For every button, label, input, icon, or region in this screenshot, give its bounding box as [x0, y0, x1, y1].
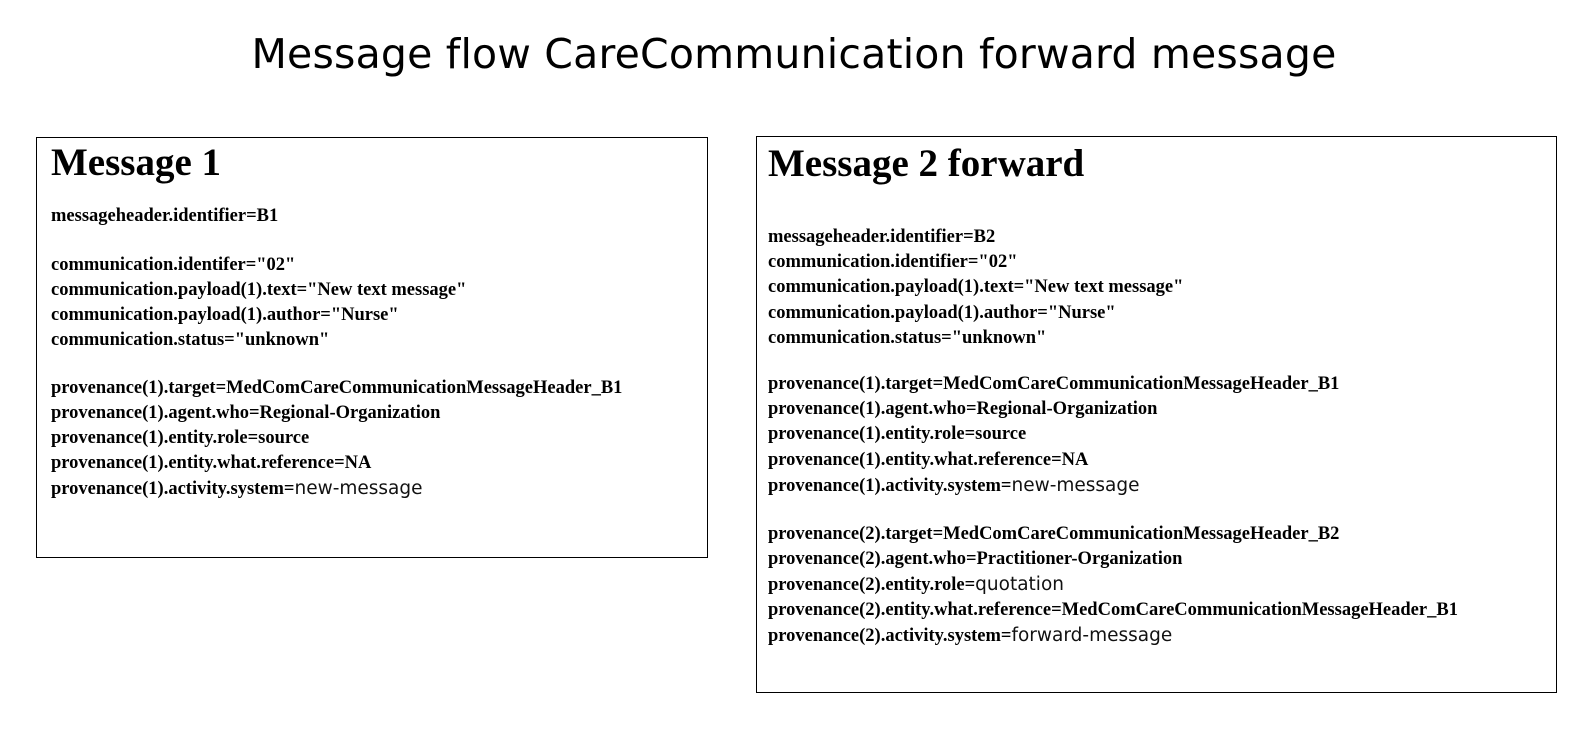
- message-1-communication-line: communication.payload(1).author="Nurse": [51, 305, 399, 325]
- message-2-header-group: [768, 225, 1183, 351]
- message-1-provenance-line: provenance(1).entity.what.reference=NA: [51, 453, 372, 473]
- message-1-header-identifier: messageheader.identifier=B1: [51, 206, 279, 226]
- message-1-communication-line: communication.payload(1).text="New text message": [51, 280, 467, 300]
- message-2-communication-line: communication.payload(1).text="New text message": [768, 277, 1184, 298]
- message-2-provenance-1-line: provenance(1).target=MedComCareCommunicationMessageHeader_B1: [768, 374, 1340, 394]
- message-2-provenance-1-line: provenance(1).entity.role=source: [768, 424, 1027, 445]
- message-2-provenance-1-line: provenance(1).agent.who=Regional-Organization: [768, 399, 1158, 420]
- message-2-header-line: messageheader.identifier=B2: [768, 227, 996, 247]
- message-1-communication-line: communication.status="unknown": [51, 330, 330, 350]
- message-2-provenance-1-system-key: provenance(1).activity.system=: [768, 475, 1012, 496]
- message-1-provenance-line: provenance(1).entity.role=source: [51, 428, 310, 448]
- message-2-heading: Message 2 forward: [768, 142, 1085, 185]
- diagram-title: Message flow CareCommunication forward message: [251, 30, 1337, 78]
- message-2-provenance-1-system-value: new-message: [1011, 474, 1140, 496]
- message-2-communication-line: communication.payload(1).author="Nurse": [768, 302, 1116, 323]
- message-1-header-group: [51, 204, 278, 229]
- message-2-provenance-2-system-key: provenance(2).activity.system=: [768, 625, 1012, 646]
- message-1-provenance-line: provenance(1).agent.who=Regional-Organization: [51, 403, 441, 423]
- message-2-box: [756, 136, 1557, 693]
- message-2-provenance-2-system-value: forward-message: [1011, 624, 1173, 646]
- message-2-communication-line: communication.status="unknown": [768, 327, 1047, 348]
- message-1-provenance-system-line: [51, 476, 622, 501]
- message-2-provenance-2-role-value: quotation: [975, 574, 1064, 596]
- message-1-provenance-system-value: new-message: [294, 478, 423, 499]
- message-2-provenance-2-line: provenance(2).target=MedComCareCommunicationMessageHeader_B2: [768, 524, 1340, 544]
- message-2-provenance-2-role-line: [768, 572, 1458, 597]
- message-1-communication-line: communication.identifer="02": [51, 255, 296, 275]
- message-2-provenance-1-line: provenance(1).entity.what.reference=NA: [768, 449, 1089, 470]
- message-2-provenance-1-system-line: [768, 473, 1339, 498]
- message-2-provenance-2-line: provenance(2).agent.who=Practitioner-Organization: [768, 549, 1183, 570]
- message-2-provenance-1-group: [768, 372, 1339, 498]
- message-1-provenance-system-key: provenance(1).activity.system=: [51, 479, 295, 499]
- message-2-provenance-2-reference-line: provenance(2).entity.what.reference=MedComCareCommunicationMessageHeader_B1: [768, 599, 1458, 620]
- message-1-provenance-line: provenance(1).target=MedComCareCommunicationMessageHeader_B1: [51, 378, 623, 398]
- message-1-heading: Message 1: [51, 141, 222, 184]
- message-2-provenance-2-system-line: [768, 623, 1458, 648]
- message-1-provenance-group: [51, 376, 622, 501]
- message-1-communication-group: [51, 253, 466, 353]
- message-2-provenance-2-group: [768, 522, 1458, 648]
- message-1-box: [36, 137, 708, 558]
- message-2-provenance-2-role-key: provenance(2).entity.role=: [768, 575, 976, 596]
- message-2-communication-line: communication.identifier="02": [768, 252, 1018, 273]
